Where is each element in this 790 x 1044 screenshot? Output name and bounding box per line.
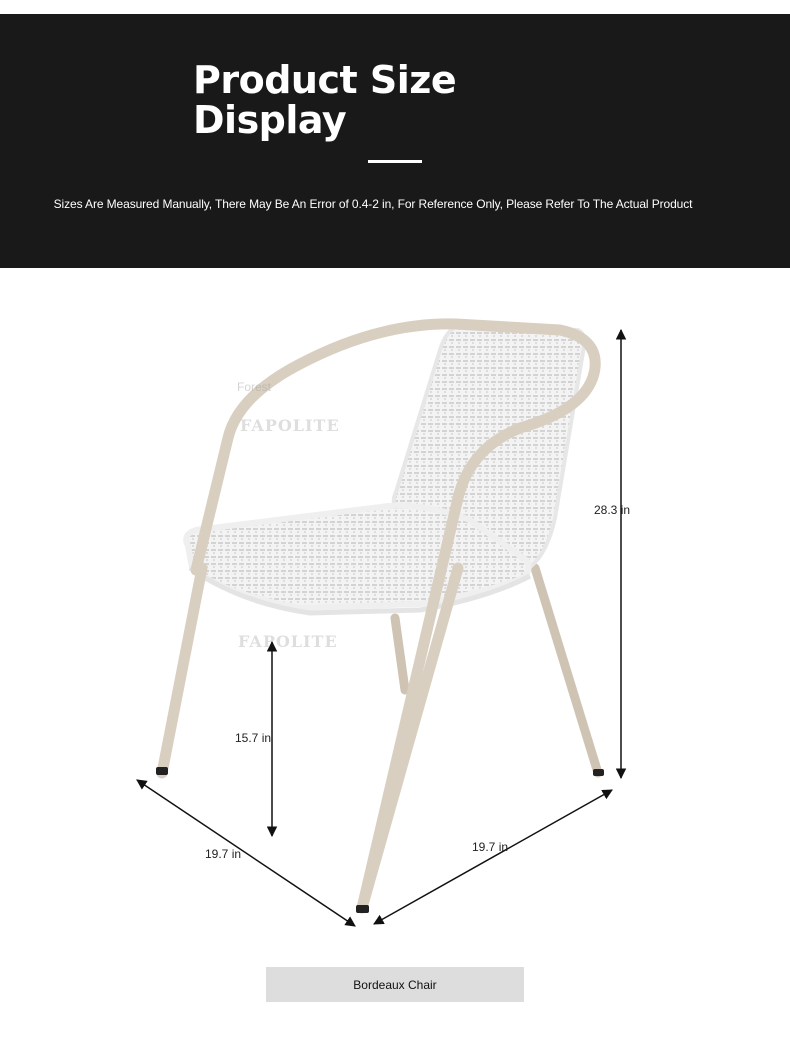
product-name: Bordeaux Chair (353, 977, 437, 992)
depth-label: 19.7 in (205, 847, 242, 861)
title-line-2: Display (193, 98, 347, 142)
chair-illustration (0, 268, 790, 958)
measurement-notice: Sizes Are Measured Manually, There May Be An Error of 0.4-2 in, For Reference Only, Please Refer To The Actual Product (53, 197, 693, 211)
watermark-logo: FAPOLITE (240, 416, 340, 435)
page-title (193, 60, 456, 140)
top-strip (0, 0, 790, 14)
height-label: 28.3 in (594, 503, 631, 517)
width-label: 19.7 in (472, 840, 509, 854)
watermark-logo: FAPOLITE (238, 632, 338, 651)
seat-height-label: 15.7 in (235, 731, 272, 745)
width-dimension-line (374, 790, 612, 924)
header-banner (0, 14, 790, 268)
watermark-tag: Forest (237, 380, 272, 394)
title-underline (368, 160, 422, 163)
title-line-1: Product Size (193, 58, 457, 102)
product-name-label (266, 967, 524, 1002)
depth-dimension-line (137, 780, 355, 926)
